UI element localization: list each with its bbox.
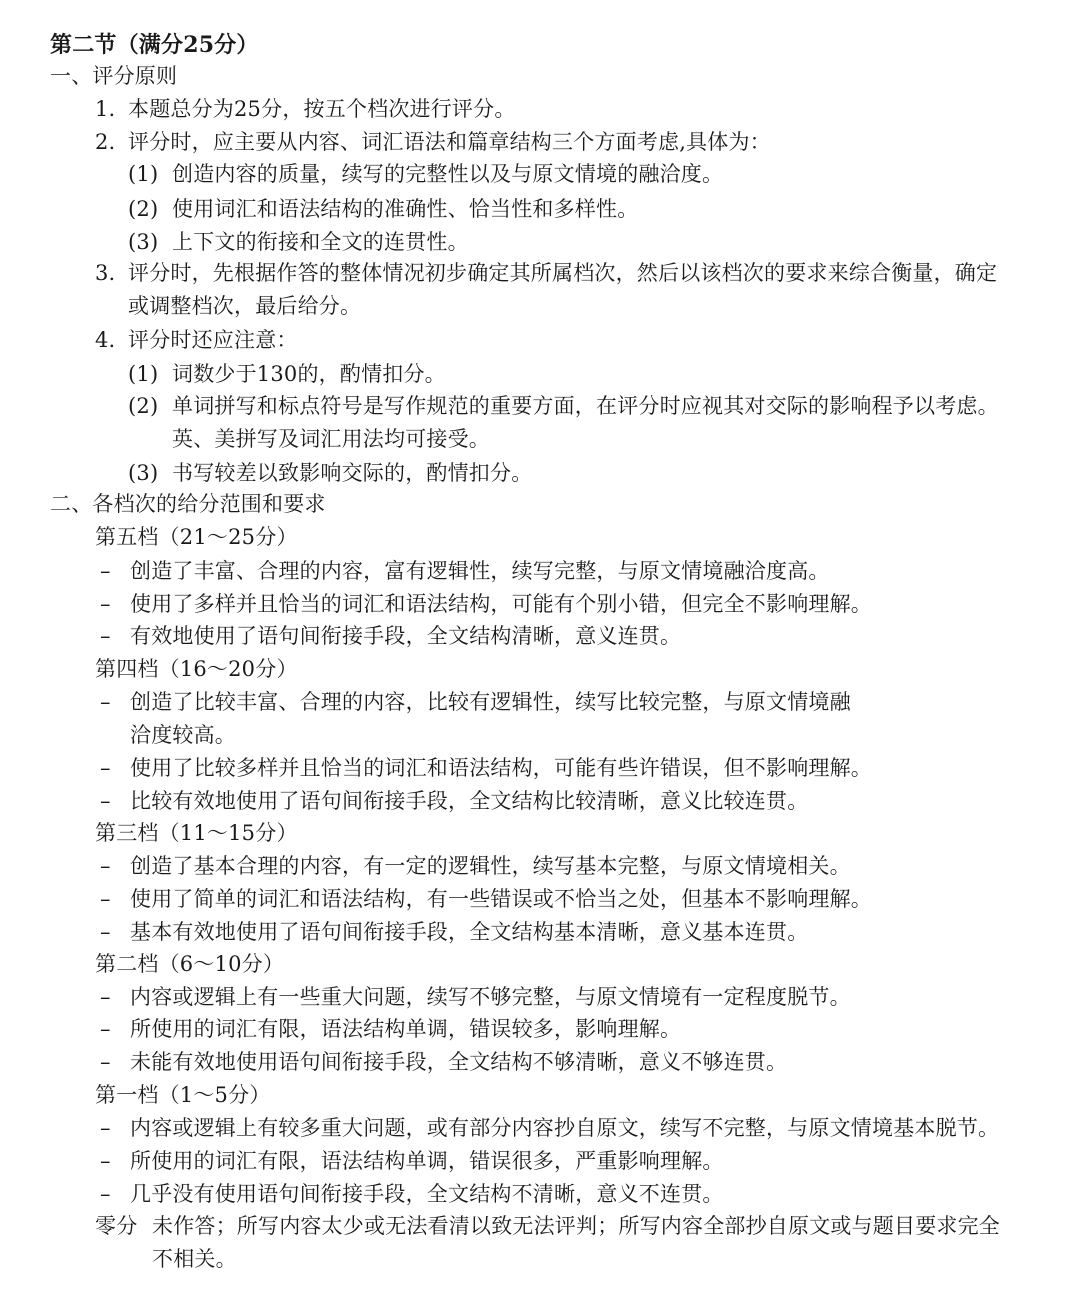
bullet-text: 创造了比较丰富、合理的内容，比较有逻辑性，续写比较完整，与原文情境融 [130,690,851,714]
zero-label: 零分 [95,1214,138,1238]
item4-sub-2 [128,392,999,420]
dash-mark: – [100,624,111,648]
bullet-text: 内容或逻辑上有一些重大问题，续写不够完整，与原文情境有一定程度脱节。 [130,985,851,1009]
dash-mark: – [100,920,111,944]
sub-number: (1) [128,362,159,386]
section-title: 第二节（满分25分） [50,32,259,58]
tier-bullet [100,1147,724,1175]
tier-bullet [100,622,681,650]
sub-number: (3) [128,461,159,485]
bullet-text: 创造了丰富、合理的内容，富有逻辑性，续写完整，与原文情境融洽度高。 [130,559,830,583]
sub-text: 词数少于130的，酌情扣分。 [172,362,446,386]
tier-label: 第一档（1～5分） [95,1083,271,1107]
tier-bullet [100,590,872,618]
dash-mark: – [100,592,111,616]
tier-bullet [100,885,872,913]
bullet-text: 未能有效地使用语句间衔接手段，全文结构不够清晰，意义不够连贯。 [130,1050,788,1074]
dash-mark: – [100,854,111,878]
item-number: 4. [95,328,116,352]
item-number: 3. [95,261,116,285]
tier-bullet [100,557,830,585]
tier-bullet [100,787,808,815]
tier-label: 第五档（21～25分） [95,525,298,549]
dash-mark: – [100,1149,111,1173]
bullet-text: 所使用的词汇有限，语法结构单调，错误较多，影响理解。 [130,1017,682,1041]
bullet-text: 几乎没有使用语句间衔接手段，全文结构不清晰，意义不连贯。 [130,1182,724,1206]
tier-bullet [100,983,851,1011]
item-number: 2. [95,130,116,154]
item2-sub-1 [128,160,723,188]
item-number: 1. [95,97,116,121]
bullet-text: 创造了基本合理的内容，有一定的逻辑性，续写基本完整，与原文情境相关。 [130,854,851,878]
principle-item-2 [95,128,771,156]
item2-sub-2 [128,195,638,223]
zero-text: 未作答；所写内容太少或无法看清以致无法评判；所写内容全部抄自原文或与题目要求完全 [152,1214,1000,1238]
bullet-text: 基本有效地使用了语句间衔接手段，全文结构基本清晰，意义基本连贯。 [130,920,809,944]
dash-mark: – [100,887,111,911]
dash-mark: – [100,1017,111,1041]
dash-mark: – [100,690,111,714]
principle-item-3-continued: 或调整档次，最后给分。 [128,294,362,318]
zero-score [95,1212,1000,1240]
item4-sub-1 [128,360,446,388]
bullet-text: 使用了比较多样并且恰当的词汇和语法结构，可能有些许错误，但不影响理解。 [130,756,872,780]
sub-number: (3) [128,230,159,254]
dash-mark: – [100,1050,111,1074]
sub-text: 单词拼写和标点符号是写作规范的重要方面，在评分时应视其对交际的影响程予以考虑。 [172,394,999,418]
tier-bullet [100,852,851,880]
dash-mark: – [100,559,111,583]
item-text: 评分时，先根据作答的整体情况初步确定其所属档次，然后以该档次的要求来综合衡量，确定 [128,261,998,285]
tier-bullet [100,1015,681,1043]
dash-mark: – [100,789,111,813]
item2-sub-3 [128,228,469,256]
zero-text-continued: 不相关。 [152,1247,237,1271]
tier-bullet-continued: 洽度较高。 [130,723,236,747]
sub-text: 上下文的衔接和全文的连贯性。 [172,230,469,254]
tier-bullet [100,1114,999,1142]
principle-item-3 [95,259,997,287]
item-text: 评分时还应注意： [128,328,298,352]
tier-label: 第二档（6～10分） [95,952,285,976]
tier-bullet [100,1180,724,1208]
bullet-text: 比较有效地使用了语句间衔接手段，全文结构比较清晰，意义比较连贯。 [130,789,809,813]
principle-item-1 [95,95,516,123]
item4-sub-3 [128,459,532,487]
dash-mark: – [100,985,111,1009]
bullet-text: 有效地使用了语句间衔接手段，全文结构清晰，意义连贯。 [130,624,682,648]
sub-number: (2) [128,394,159,418]
tier-bullet [100,918,808,946]
sub-text: 书写较差以致影响交际的，酌情扣分。 [172,461,533,485]
sub-number: (2) [128,197,159,221]
tier-bullet [100,688,851,716]
bullet-text: 使用了多样并且恰当的词汇和语法结构，可能有个别小错，但完全不影响理解。 [130,592,872,616]
bullet-text: 所使用的词汇有限，语法结构单调，错误很多，严重影响理解。 [130,1149,724,1173]
tier-label: 第四档（16～20分） [95,657,298,681]
sub-number: (1) [128,162,159,186]
item4-sub-2-continued: 英、美拼写及词汇用法均可接受。 [172,427,490,451]
dash-mark: – [100,1182,111,1206]
sub-text: 创造内容的质量，续写的完整性以及与原文情境的融洽度。 [172,162,724,186]
dash-mark: – [100,756,111,780]
principle-item-4 [95,326,298,354]
tier-bullet [100,1048,787,1076]
item-text: 评分时，应主要从内容、词汇语法和篇章结构三个方面考虑,具体为： [128,130,771,154]
part1-heading: 一、评分原则 [50,64,178,88]
sub-text: 使用词汇和语法结构的准确性、恰当性和多样性。 [172,197,639,221]
tier-bullet [100,754,872,782]
tier-label: 第三档（11～15分） [95,821,298,845]
part2-heading: 二、各档次的给分范围和要求 [50,492,326,516]
item-text: 本题总分为25分，按五个档次进行评分。 [128,97,516,121]
bullet-text: 使用了简单的词汇和语法结构，有一些错误或不恰当之处，但基本不影响理解。 [130,887,872,911]
dash-mark: – [100,1116,111,1140]
bullet-text: 内容或逻辑上有较多重大问题，或有部分内容抄自原文，续写不完整，与原文情境基本脱节。 [130,1116,1000,1140]
